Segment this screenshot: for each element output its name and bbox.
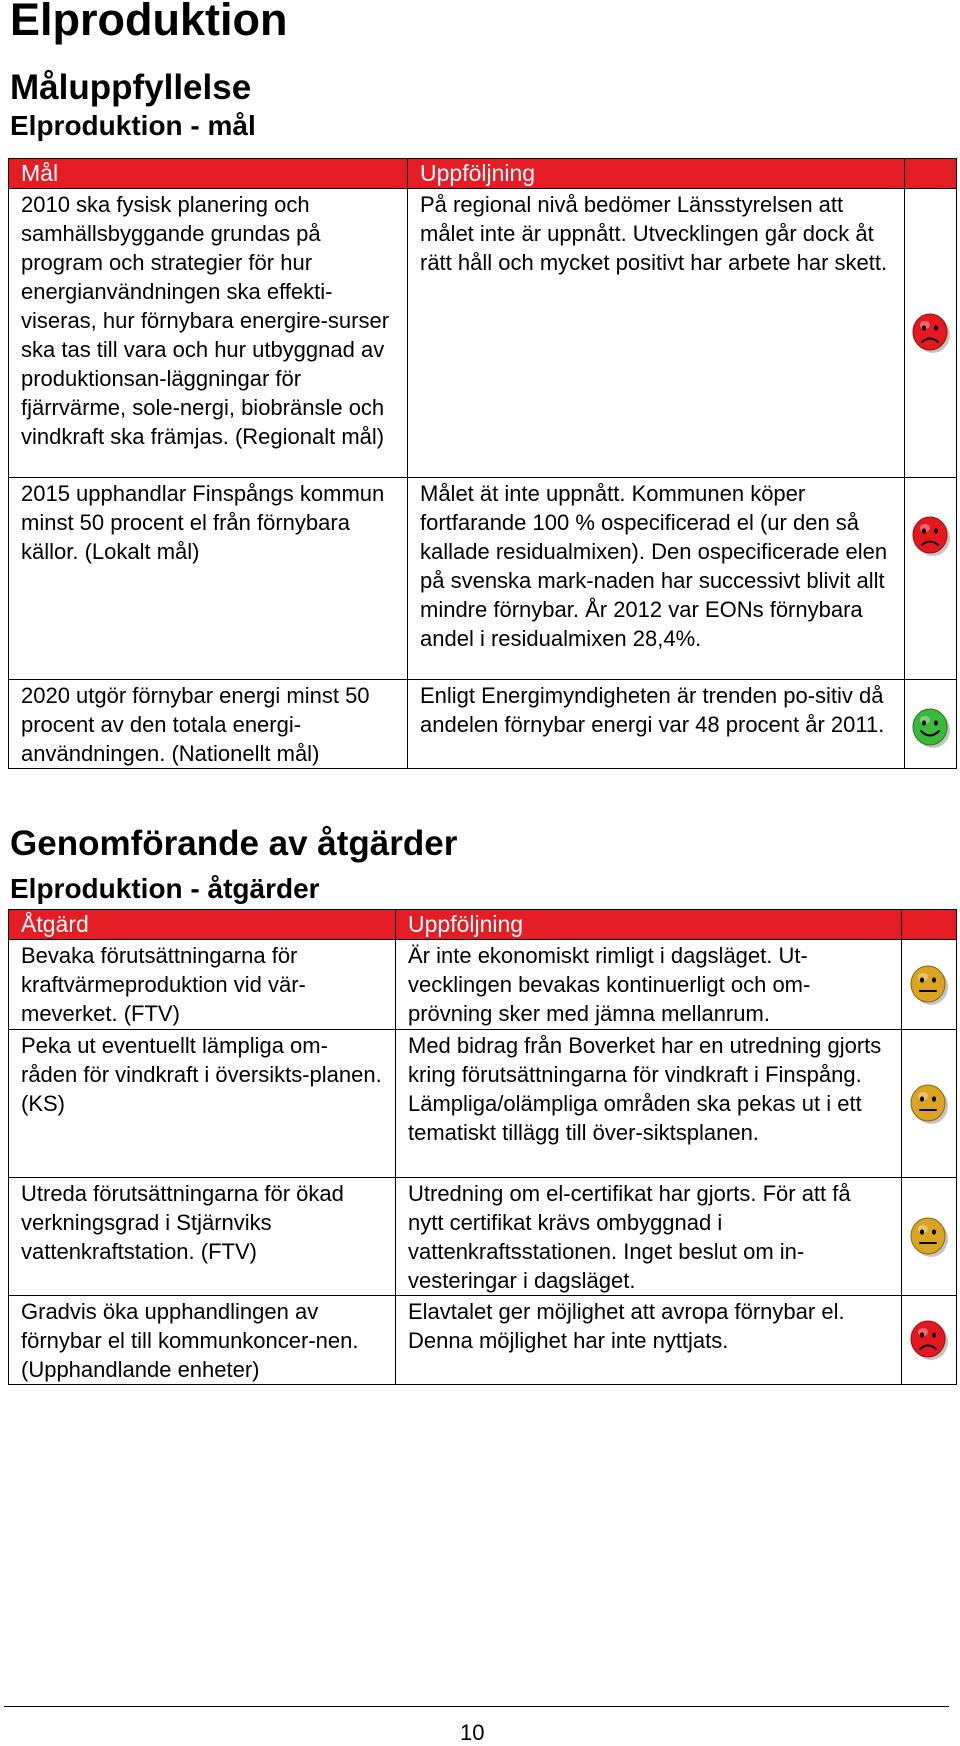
- column-header-status: [902, 910, 957, 940]
- table-row: [9, 1178, 957, 1296]
- followup-cell: Med bidrag från Boverket har en utredning gjorts kring förutsättningarna för vindkraft i Finspång. Lämpliga/olämpliga områden ska pekas ut i ett tematiskt tillägg till över-siktsplanen.: [396, 1030, 902, 1178]
- table-title-goals: Elproduktion - mål: [10, 110, 256, 141]
- sad-face-icon: [911, 514, 951, 558]
- status-cell: [902, 940, 957, 1030]
- followup-cell: Enligt Energimyndigheten är trenden po-sitiv då andelen förnybar energi var 48 procent år 2011.: [408, 680, 905, 769]
- status-cell: [902, 1030, 957, 1178]
- action-cell: Utreda förutsättningarna för ökad verkningsgrad i Stjärnviks vattenkraftstation. (FTV): [9, 1178, 396, 1296]
- table-row: [9, 680, 957, 769]
- column-header-followup: Uppföljning: [408, 159, 905, 189]
- goal-cell: 2020 utgör förnybar energi minst 50 procent av den totala energi-användningen. (Nationellt mål): [9, 680, 408, 769]
- table-row: [9, 940, 957, 1030]
- table-header-row: [9, 159, 957, 189]
- neutral-face-icon: [909, 963, 949, 1007]
- table-row: [9, 189, 957, 478]
- action-cell: Bevaka förutsättningarna för kraftvärmeproduktion vid vär-meverket. (FTV): [9, 940, 396, 1030]
- status-cell: [905, 478, 957, 680]
- neutral-face-icon: [909, 1082, 949, 1126]
- status-cell: [905, 189, 957, 478]
- measures-table: [8, 909, 957, 1385]
- followup-cell: Utredning om el-certifikat har gjorts. För att få nytt certifikat krävs ombyggnad i vattenkraftsstationen. Inget beslut om in-vesteringar i dagsläget.: [396, 1178, 902, 1296]
- status-cell: [902, 1296, 957, 1385]
- table-header-row: [9, 910, 957, 940]
- column-header-action: Åtgärd: [9, 910, 396, 940]
- followup-cell: Målet ät inte uppnått. Kommunen köper fortfarande 100 % ospecificerad el (ur den så kallade residualmixen). Den ospecificerade elen på svenska mark-naden har successivt blivit allt mindre förnybar. År 2012 var EONs förnybara andel i residualmixen 28,4%.: [408, 478, 905, 680]
- table-row: [9, 1296, 957, 1385]
- page-title: Elproduktion: [10, 0, 288, 45]
- followup-cell: På regional nivå bedömer Länsstyrelsen att målet inte är uppnått. Utvecklingen går dock åt rätt håll och mycket positivt har arbete har skett.: [408, 189, 905, 478]
- goals-table: [8, 158, 957, 769]
- neutral-face-icon: [909, 1215, 949, 1259]
- status-cell: [905, 680, 957, 769]
- goal-cell: 2015 upphandlar Finspångs kommun minst 50 procent el från förnybara källor. (Lokalt mål): [9, 478, 408, 680]
- table-row: [9, 1030, 957, 1178]
- status-cell: [902, 1178, 957, 1296]
- followup-cell: Elavtalet ger möjlighet att avropa förnybar el. Denna möjlighet har inte nyttjats.: [396, 1296, 902, 1385]
- column-header-followup: Uppföljning: [396, 910, 902, 940]
- section-heading-measures: Genomförande av åtgärder: [10, 824, 458, 863]
- goal-cell: 2010 ska fysisk planering och samhällsbyggande grundas på program och strategier för hur energianvändningen ska effekti-viseras, hur förnybara energire-surser ska tas till vara och hur utbyggnad av produktionsan-läggningar för fjärrvärme, sole-nergi, biobränsle och vindkraft ska främjas. (Regionalt mål): [9, 189, 408, 478]
- followup-cell: Är inte ekonomiskt rimligt i dagsläget. Ut-vecklingen bevakas kontinuerligt och om-prövning sker med jämna mellanrum.: [396, 940, 902, 1030]
- table-row: [9, 478, 957, 680]
- section-heading-goal-fulfilment: Måluppfyllelse: [10, 68, 252, 107]
- sad-face-icon: [911, 311, 951, 355]
- action-cell: Gradvis öka upphandlingen av förnybar el till kommunkoncer-nen. (Upphandlande enheter): [9, 1296, 396, 1385]
- page-number: 10: [460, 1720, 485, 1745]
- table-title-measures: Elproduktion - åtgärder: [10, 873, 320, 904]
- footer-divider: [4, 1706, 949, 1707]
- column-header-status: [905, 159, 957, 189]
- action-cell: Peka ut eventuellt lämpliga om-råden för vindkraft i översikts-planen. (KS): [9, 1030, 396, 1178]
- happy-face-icon: [911, 706, 951, 750]
- sad-face-icon: [909, 1318, 949, 1362]
- column-header-goal: Mål: [9, 159, 408, 189]
